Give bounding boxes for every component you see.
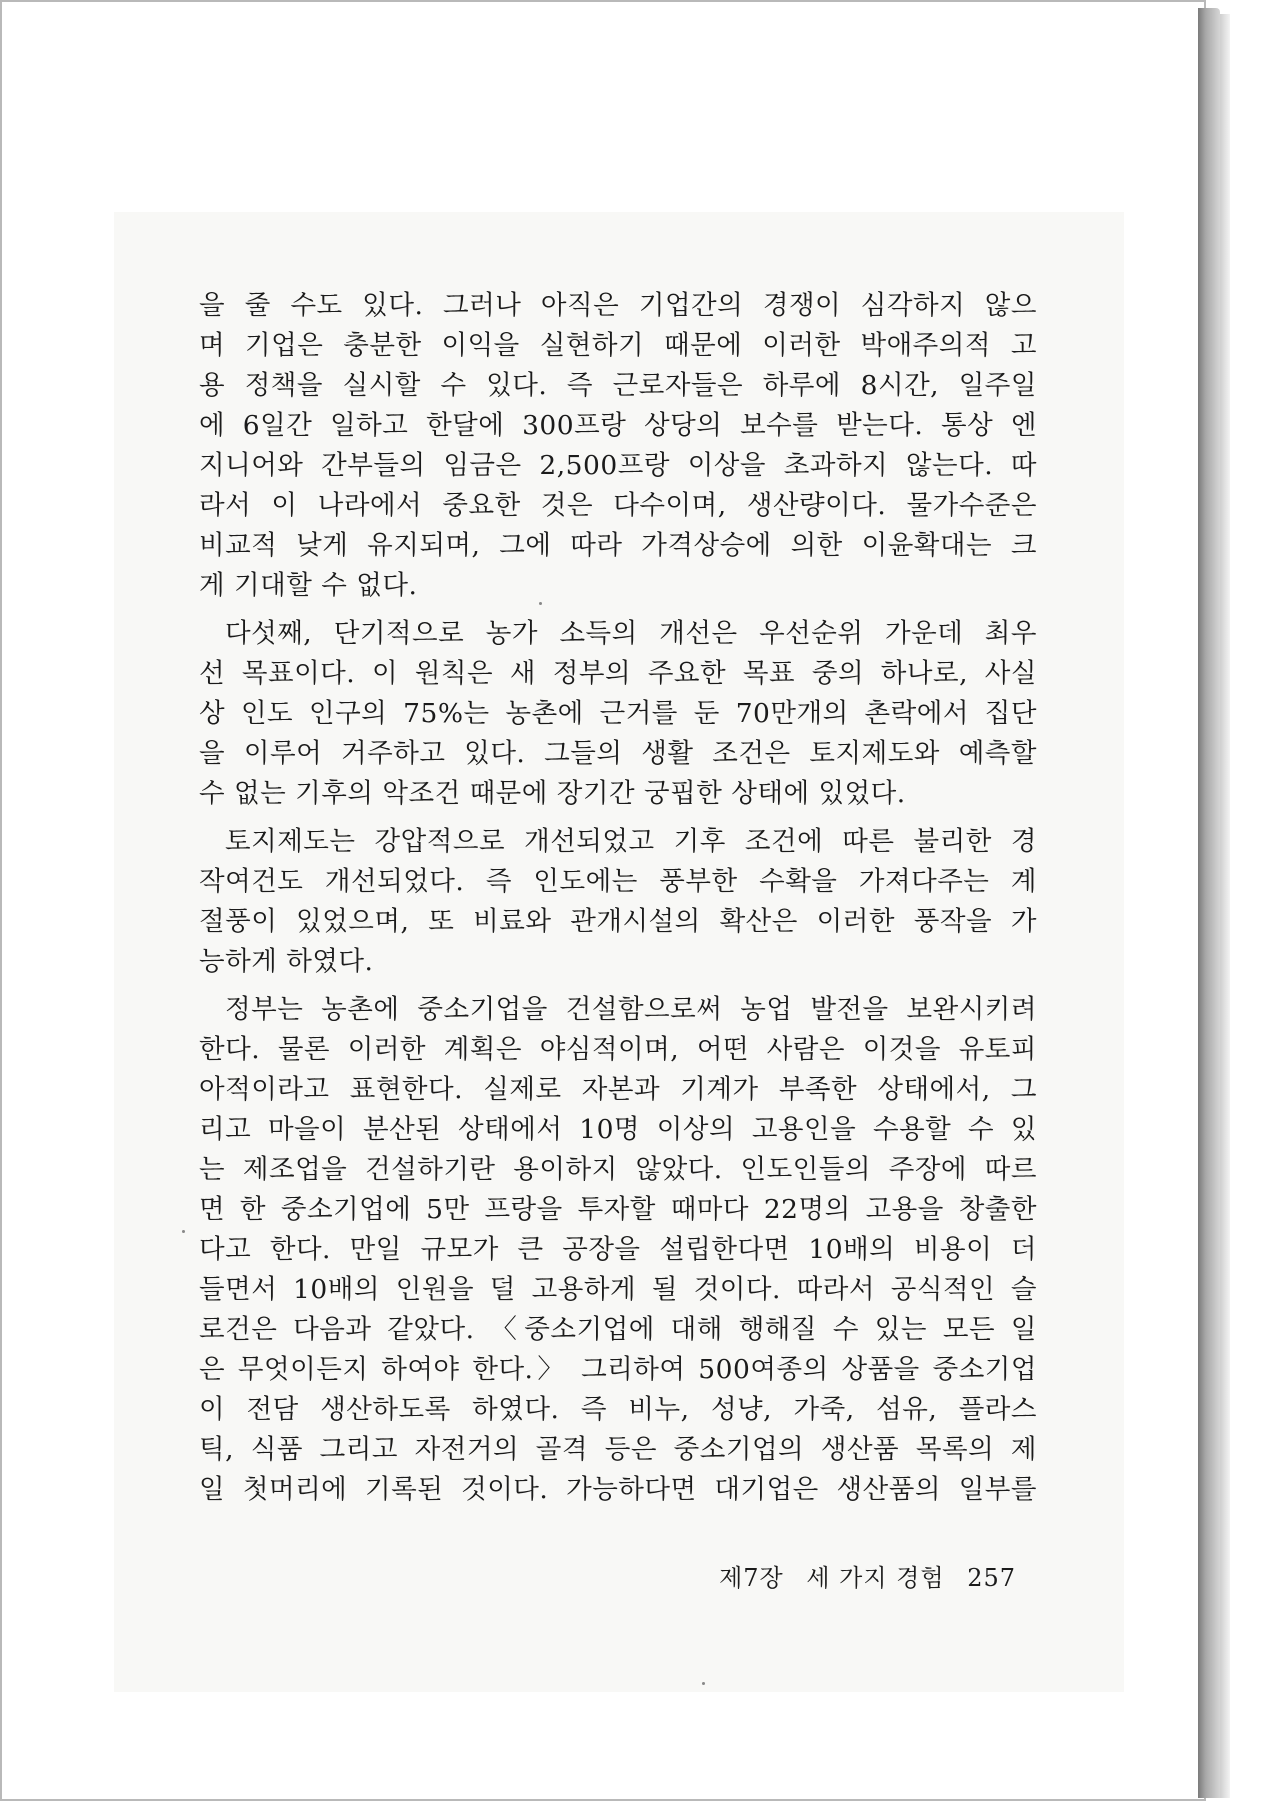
text-line: 에 6일간 일하고 한달에 300프랑 상당의 보수를 받는다. 통상 엔 xyxy=(199,410,1037,441)
scan-speck xyxy=(539,602,542,605)
text-line: 비교적 낮게 유지되며, 그에 따라 가격상승에 의한 이윤확대는 크 xyxy=(199,530,1037,561)
text-line: 작여건도 개선되었다. 즉 인도에는 풍부한 수확을 가져다주는 계 xyxy=(199,866,1037,897)
text-line: 이 전담 생산하도록 하였다. 즉 비누, 성냥, 가죽, 섬유, 플라스 xyxy=(199,1394,1037,1425)
chapter-label: 제7장 xyxy=(719,1564,784,1592)
text-line: 정부는 농촌에 중소기업을 건설함으로써 농업 발전을 보완시키려 xyxy=(225,994,1037,1025)
text-line: 아적이라고 표현한다. 실제로 자본과 기계가 부족한 상태에서, 그 xyxy=(199,1074,1037,1105)
text-line: 지니어와 간부들의 임금은 2,500프랑 이상을 초과하지 않는다. 따 xyxy=(199,450,1037,481)
text-line: 절풍이 있었으며, 또 비료와 관개시설의 확산은 이러한 풍작을 가 xyxy=(199,906,1037,937)
chapter-title: 세 가지 경험 xyxy=(806,1564,945,1592)
text-line: 다고 한다. 만일 규모가 큰 공장을 설립한다면 10배의 비용이 더 xyxy=(199,1234,1037,1265)
text-line: 한다. 물론 이러한 계획은 야심적이며, 어떤 사람은 이것을 유토피 xyxy=(199,1034,1037,1065)
text-line: 들면서 10배의 인원을 덜 고용하게 될 것이다. 따라서 공식적인 슬 xyxy=(199,1274,1037,1305)
text-line: 게 기대할 수 없다. xyxy=(199,570,418,601)
text-line: 용 정책을 실시할 수 있다. 즉 근로자들은 하루에 8시간, 일주일 xyxy=(199,370,1037,401)
text-line: 토지제도는 강압적으로 개선되었고 기후 조건에 따른 불리한 경 xyxy=(225,826,1037,857)
text-line: 을 이루어 거주하고 있다. 그들의 생활 조건은 토지제도와 예측할 xyxy=(199,738,1037,769)
page-edge xyxy=(1198,8,1220,1798)
text-line: 능하게 하였다. xyxy=(199,946,374,977)
text-line: 을 줄 수도 있다. 그러나 아직은 기업간의 경쟁이 심각하지 않으 xyxy=(199,290,1037,321)
page-footer xyxy=(2,1558,1016,1593)
page-edge-shadow xyxy=(1220,14,1230,1798)
text-line: 수 없는 기후의 악조건 때문에 장기간 궁핍한 상태에 있었다. xyxy=(199,778,906,809)
text-line: 선 목표이다. 이 원칙은 새 정부의 주요한 목표 중의 하나로, 사실 xyxy=(199,658,1037,689)
text-line: 며 기업은 충분한 이익을 실현하기 때문에 이러한 박애주의적 고 xyxy=(199,330,1037,361)
page-number: 257 xyxy=(967,1564,1016,1592)
text-line: 상 인도 인구의 75%는 농촌에 근거를 둔 70만개의 촌락에서 집단 xyxy=(199,698,1037,729)
text-line: 은 무엇이든지 하여야 한다.〉 그리하여 500여종의 상품을 중소기업 xyxy=(199,1354,1037,1385)
text-line: 리고 마을이 분산된 상태에서 10명 이상의 고용인을 수용할 수 있 xyxy=(199,1114,1037,1145)
text-line: 일 첫머리에 기록된 것이다. 가능하다면 대기업은 생산품의 일부를 xyxy=(199,1474,1037,1505)
text-line: 로건은 다음과 같았다. 〈중소기업에 대해 행해질 수 있는 모든 일 xyxy=(199,1314,1037,1345)
text-line: 틱, 식품 그리고 자전거의 골격 등은 중소기업의 생산품 목록의 제 xyxy=(199,1434,1037,1465)
text-line: 면 한 중소기업에 5만 프랑을 투자할 때마다 22명의 고용을 창출한 xyxy=(199,1194,1037,1225)
text-line: 는 제조업을 건설하기란 용이하지 않았다. 인도인들의 주장에 따르 xyxy=(199,1154,1037,1185)
scan-speck xyxy=(182,1230,185,1233)
text-line: 다섯째, 단기적으로 농가 소득의 개선은 우선순위 가운데 최우 xyxy=(225,618,1037,649)
scan-speck xyxy=(702,1682,705,1685)
text-line: 라서 이 나라에서 중요한 것은 다수이며, 생산량이다. 물가수준은 xyxy=(199,490,1037,521)
body-text xyxy=(199,286,1037,1510)
